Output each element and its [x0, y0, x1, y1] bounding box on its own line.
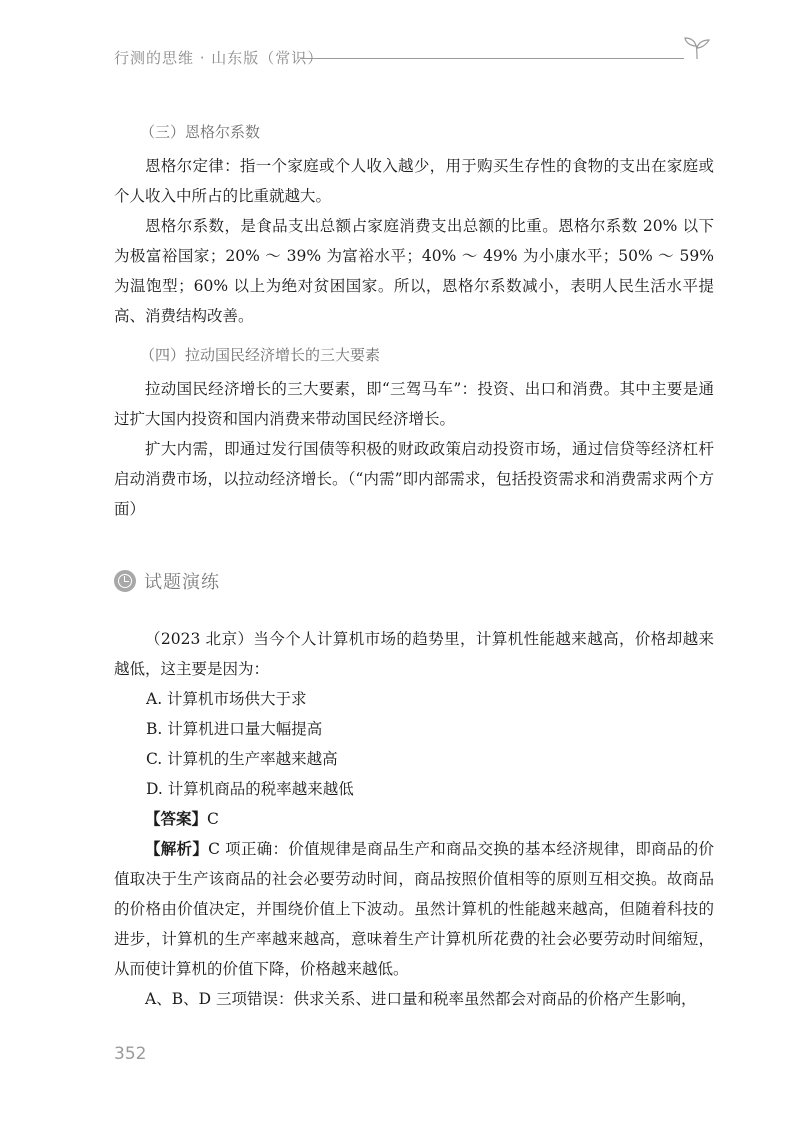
running-header: 行测的思维 · 山东版（常识）: [114, 49, 324, 67]
option-c: C. 计算机的生产率越来越高: [146, 750, 338, 768]
page-number: 352: [114, 1044, 147, 1064]
answer-line: [114, 804, 714, 834]
exercise-body: [114, 624, 714, 1014]
analysis-paragraph: [114, 834, 714, 984]
engel-body: [114, 151, 714, 331]
growth-heading: （四）拉动国民经济增长的三大要素: [140, 346, 381, 364]
sprout-icon: [682, 36, 712, 60]
growth-factors-paragraph: 拉动国民经济增长的三大要素，即“三驾马车”：投资、出口和消费。其中主要是通过扩大国内投资和国内消费来带动国民经济增长。: [114, 380, 714, 428]
option-a: A. 计算机市场供大于求: [146, 690, 307, 708]
exercise-section-title: [114, 566, 220, 596]
clock-icon: [114, 570, 136, 592]
engel-heading: （三）恩格尔系数: [140, 123, 261, 141]
engel-coefficient-paragraph: 恩格尔系数，是食品支出总额占家庭消费支出总额的比重。恩格尔系数 20% 以下为极富裕国家；20% ～ 39% 为富裕水平；40% ～ 49% 为小康水平；50% ～ 59% 为温饱型；60% 以上为绝对贫困国家。所以，恩格尔系数减小，表明人民生活水平提高、消费结构改善。: [114, 217, 714, 325]
engel-law-paragraph: 恩格尔定律：指一个家庭或个人收入越少，用于购买生存性的食物的支出在家庭或个人收入中所占的比重就越大。: [114, 157, 714, 205]
answer-label: 【答案】: [145, 809, 208, 828]
header-rule: [300, 58, 684, 59]
analysis-continuation: A、B、D 三项错误：供求关系、进口量和税率虽然都会对商品的价格产生影响，: [145, 990, 697, 1008]
question-text: （2023 北京）当今个人计算机市场的趋势里，计算机性能越来越高，价格却越来越低，这主要是因为：: [114, 630, 714, 678]
analysis-label: 【解析】: [145, 839, 209, 858]
answer-value: C: [207, 810, 219, 828]
growth-body: [114, 374, 714, 524]
domestic-demand-paragraph: 扩大内需，即通过发行国债等积极的财政政策启动投资市场，通过信贷等经济杠杆启动消费市场，以拉动经济增长。（“内需”即内部需求，包括投资需求和消费需求两个方面）: [114, 440, 714, 518]
exercise-title: 试题演练: [144, 572, 220, 593]
option-b: B. 计算机进口量大幅提高: [146, 720, 323, 738]
analysis-text: C 项正确：价值规律是商品生产和商品交换的基本经济规律，即商品的价值取决于生产该商品的社会必要劳动时间，商品按照价值相等的原则互相交换。故商品的价格由价值决定，并围绕价值上下波动。虽然计算机的性能越来越高，但随着科技的进步，计算机的生产率越来越高，意味着生产计算机所花费的社会必要劳动时间缩短，从而使计算机的价值下降，价格越来越低。: [114, 840, 714, 978]
option-d: D. 计算机商品的税率越来越低: [146, 780, 354, 798]
